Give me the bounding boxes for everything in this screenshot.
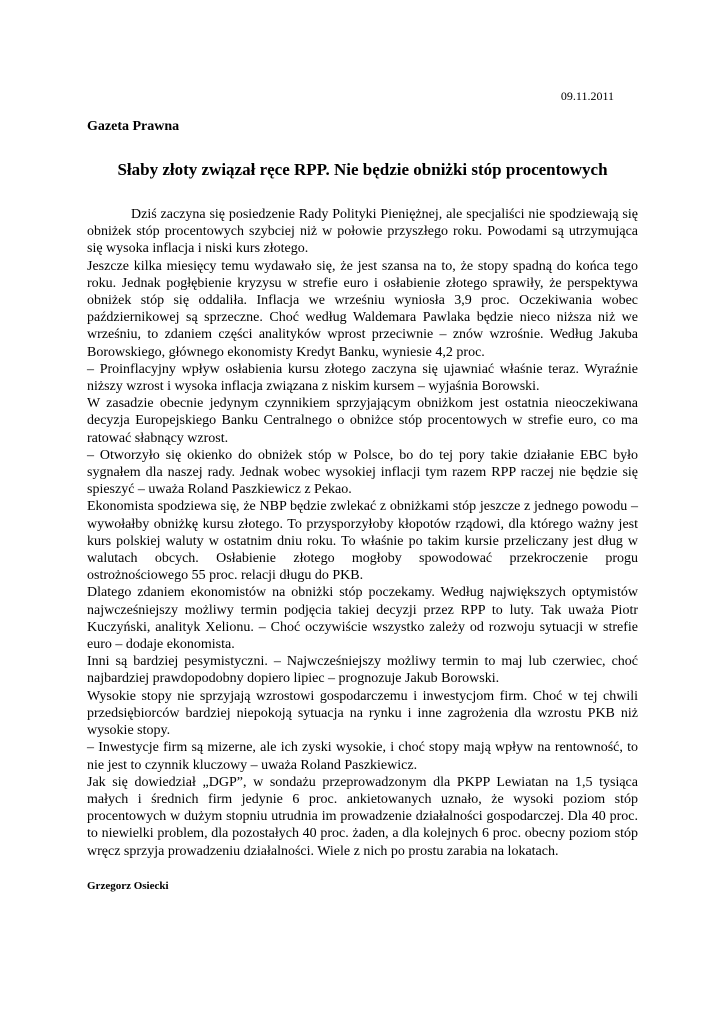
article-paragraph: Wysokie stopy nie sprzyjają wzrostowi gospodarczemu i inwestycjom firm. Choć w tej chwili przedsiębiorców bardziej niepokoją sytuacja na rynku i inne zagrożenia dla wzrostu PKB niż wysokie stopy.	[87, 688, 638, 739]
article-paragraph: – Proinflacyjny wpływ osłabienia kursu złotego zaczyna się ujawniać właśnie teraz. Wyraźnie niższy wzrost i wysoka inflacja związana z niskim kursem – wyjaśnia Borowski.	[87, 361, 638, 395]
article-paragraph: Ekonomista spodziewa się, że NBP będzie zwlekać z obniżkami stóp jeszcze z jednego powodu – wywołałby obniżkę kursu złotego. To przysporzyłoby kłopotów rządowi, dla którego ważny jest kurs polskiej waluty w ostatnim dniu roku. To właśnie po takim kursie przeliczany jest dług w walutach obcych. Osłabienie złotego mogłoby spowodować przekroczenie progu ostrożnościowego 55 proc. relacji długu do PKB.	[87, 499, 638, 584]
document-date: 09.11.2011	[560, 89, 614, 103]
article-paragraph: – Inwestycje firm są mizerne, ale ich zyski wysokie, i choć stopy mają wpływ na rentowność, to nie jest to czynnik kluczowy – uważa Roland Paszkiewicz.	[87, 740, 638, 773]
article-body	[87, 206, 638, 860]
article-paragraph: Dlatego zdaniem ekonomistów na obniżki stóp poczekamy. Według największych optymistów najwcześniejszy możliwy termin podjęcia takiej decyzji przez RPP to luty. Tak uważa Piotr Kuczyński, analityk Xelionu. – Choć oczywiście wszystko zależy od rozwoju sytuacji w strefie euro – dodaje ekonomista.	[87, 585, 638, 653]
article-paragraph: Jak się dowiedział „DGP”, w sondażu przeprowadzonym dla PKPP Lewiatan na 1,5 tysiąca małych i średnich firm jedynie 6 proc. ankietowanych uznało, że wysoki poziom stóp procentowych w dużym stopniu utrudnia im prowadzenie działalności gospodarczej. Dla 40 proc. to niewielki problem, dla pozostałych 40 proc. żaden, a dla kolejnych 6 proc. obecny poziom stóp wręcz sprzyja prowadzeniu działalności. Wiele z nich po prostu zarabia na lokatach.	[87, 774, 638, 859]
article-paragraph: Jeszcze kilka miesięcy temu wydawało się, że jest szansa na to, że stopy spadną do końca tego roku. Jednak pogłębienie kryzysu w strefie euro i osłabienie złotego sprawiły, że perspektywa obniżek stóp się oddaliła. Inflacja we wrześniu wyniosła 3,9 proc. Oczekiwania wobec październikowej są sprzeczne. Choć według Waldemara Pawlaka będzie nieco niższa niż we wrześniu, to zdaniem części analityków wprost przeciwnie – znów wzrośnie. Według Jakuba Borowskiego, głównego ekonomisty Kredyt Banku, wyniesie 4,2 proc.	[87, 258, 638, 360]
article-paragraph: Inni są bardziej pesymistyczni. – Najwcześniejszy możliwy termin to maj lub czerwiec, choć najbardziej prawdopodobny dopiero lipiec – prognozuje Jakub Borowski.	[87, 654, 638, 687]
article-title: Słaby złoty związał ręce RPP. Nie będzie obniżki stóp procentowych	[117, 160, 608, 179]
article-paragraph: Dziś zaczyna się posiedzenie Rady Polityki Pieniężnej, ale specjaliści nie spodziewają się obniżek stóp procentowych szybciej niż w połowie przyszłego roku. Powodami są utrzymująca się wysoka inflacja i niski kurs złotego.	[87, 207, 638, 257]
article-paragraph: – Otworzyło się okienko do obniżek stóp w Polsce, bo do tej pory takie działanie EBC było sygnałem dla naszej rady. Jednak wobec wysokiej inflacji tym razem RPP raczej nie będzie się spieszyć – uważa Roland Paszkiewicz z Pekao.	[87, 447, 638, 498]
article-author: Grzegorz Osiecki	[87, 880, 169, 892]
publication-name: Gazeta Prawna	[87, 119, 180, 134]
article-paragraph: W zasadzie obecnie jedynym czynnikiem sprzyjającym obniżkom jest ostatnia nieoczekiwana decyzja Europejskiego Banku Centralnego o obniżce stóp procentowych w strefie euro, co ma ratować słabnący wzrost.	[87, 396, 638, 446]
